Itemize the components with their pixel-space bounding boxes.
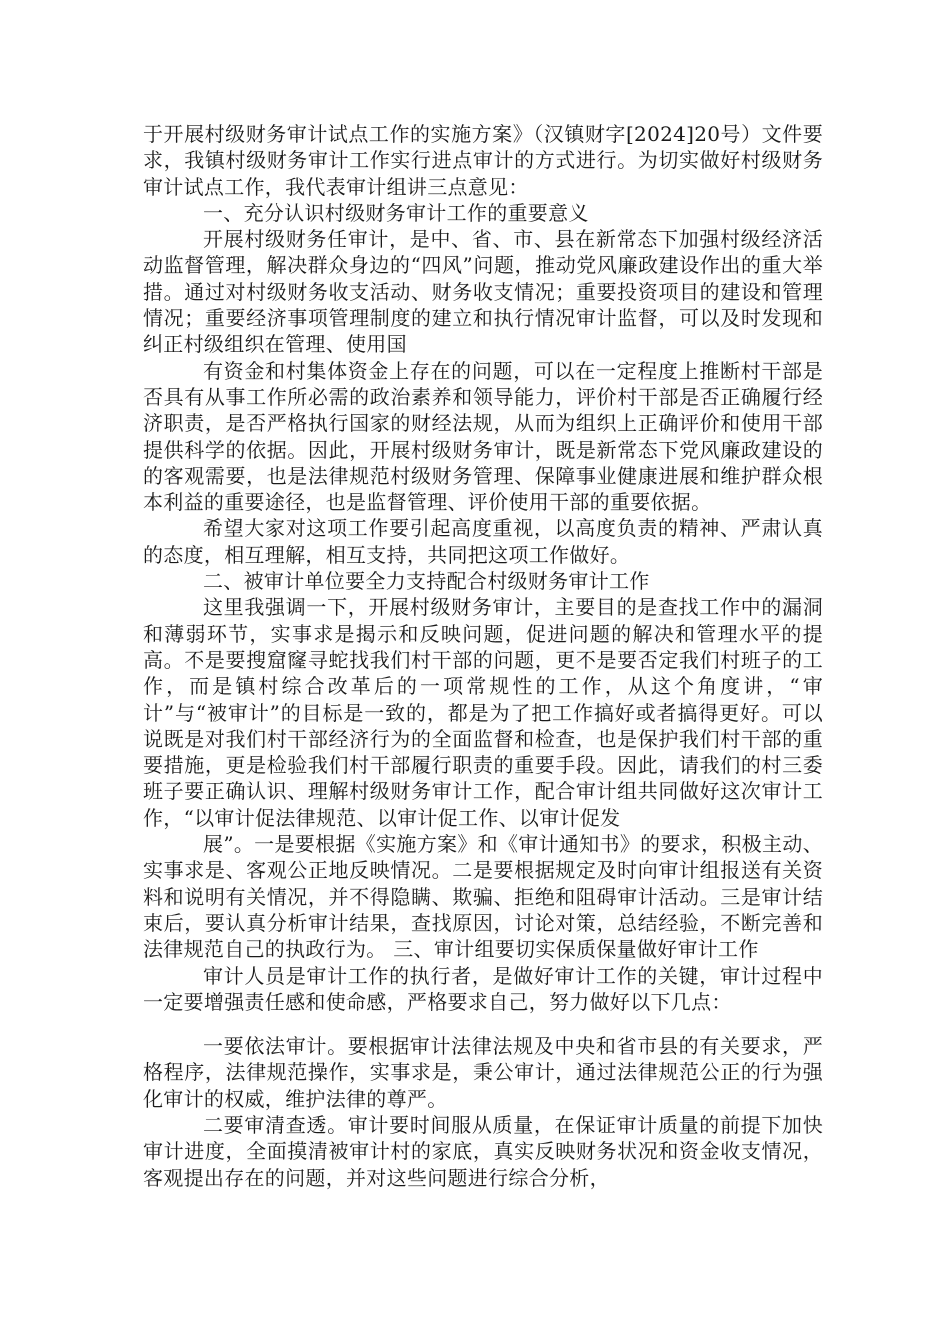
paragraph-section3-c: 二要审清查透。审计要时间服从质量，在保证审计质量的前提下加快审计进度，全面摸清被审计村的家底，真实反映财务状况和资金收支情况，客观提出存在的问题，并对这些问题进行综合分析， xyxy=(143,1112,823,1190)
paragraph-section1-b: 有资金和村集体资金上存在的问题，可以在一定程度上推断村干部是否具有从事工作所必需的政治素养和领导能力，评价村干部是否正确履行经济职责，是否严格执行国家的财经法规，从而为组织上正确评价和使用干部提供科学的依据。因此，开展村级财务审计，既是新常态下党风廉政建设的的客观需要，也是法律规范村级财务管理、保障事业健康进展和维护群众根本利益的重要途径，也是监督管理、评价使用干部的重要依据。 xyxy=(143,358,823,515)
paragraph-section2-a: 这里我强调一下，开展村级财务审计，主要目的是查找工作中的漏洞和薄弱环节，实事求是揭示和反映问题，促进问题的解决和管理水平的提高。不是要搜窟窿寻蛇找我们村干部的问题，更不是要否定我们村班子的工作，而是镇村综合改革后的一项常规性的工作，从这个角度讲，“审计”与“被审计”的目标是一致的，都是为了把工作搞好或者搞得更好。可以说既是对我们村干部经济行为的全面监督和检查，也是保护我们村干部的重要措施，更是检验我们村干部履行职责的重要手段。因此，请我们的村三委班子要正确认识、理解村级财务审计工作，配合审计组共同做好这次审计工作，“以审计促法律规范、以审计促工作、以审计促发 xyxy=(143,595,823,830)
document-body xyxy=(143,121,823,1191)
paragraph-intro: 于开展村级财务审计试点工作的实施方案》（汉镇财字[2024]20号）文件要求，我镇村级财务审计工作实行进点审计的方式进行。为切实做好村级财务审计试点工作，我代表审计组讲三点意见： xyxy=(143,122,823,199)
paragraph-section3-a: 审计人员是审计工作的执行者，是做好审计工作的关键，审计过程中一定要增强责任感和使命感，严格要求自己，努力做好以下几点： xyxy=(143,963,823,1014)
section-heading-1: 一、充分认识村级财务审计工作的重要意义 xyxy=(203,200,589,225)
paragraph-section1-c: 希望大家对这项工作要引起高度重视，以高度负责的精神、严肃认真的态度，相互理解，相互支持，共同把这项工作做好。 xyxy=(143,516,823,567)
paragraph-section2-b: 展”。一是要根据《实施方案》和《审计通知书》的要求，积极主动、实事求是、客观公正地反映情况。二是要根据规定及时向审计组报送有关资料和说明有关情况，并不得隐瞒、欺骗、拒绝和阻碍审计活动。三是审计结束后，要认真分析审计结果，查找原因，讨论对策，总结经验，不断完善和法律规范自己的执政行为。 三、审计组要切实保质保量做好审计工作 xyxy=(143,832,823,962)
paragraph-section1-a: 开展村级财务任审计，是中、省、市、县在新常态下加强村级经济活动监督管理，解决群众身边的“四风”问题，推动党风廉政建设作出的重大举措。通过对村级财务收支活动、财务收支情况；重要投资项目的建设和管理情况；重要经济事项管理制度的建立和执行情况审计监督，可以及时发现和纠正村级组织在管理、使用国 xyxy=(143,227,823,357)
paragraph-section3-b: 一要依法审计。要根据审计法律法规及中央和省市县的有关要求，严格程序，法律规范操作，实事求是，秉公审计，通过法律规范公正的行为强化审计的权威，维护法律的尊严。 xyxy=(143,1034,823,1111)
section-heading-2: 二、被审计单位要全力支持配合村级财务审计工作 xyxy=(203,569,650,594)
